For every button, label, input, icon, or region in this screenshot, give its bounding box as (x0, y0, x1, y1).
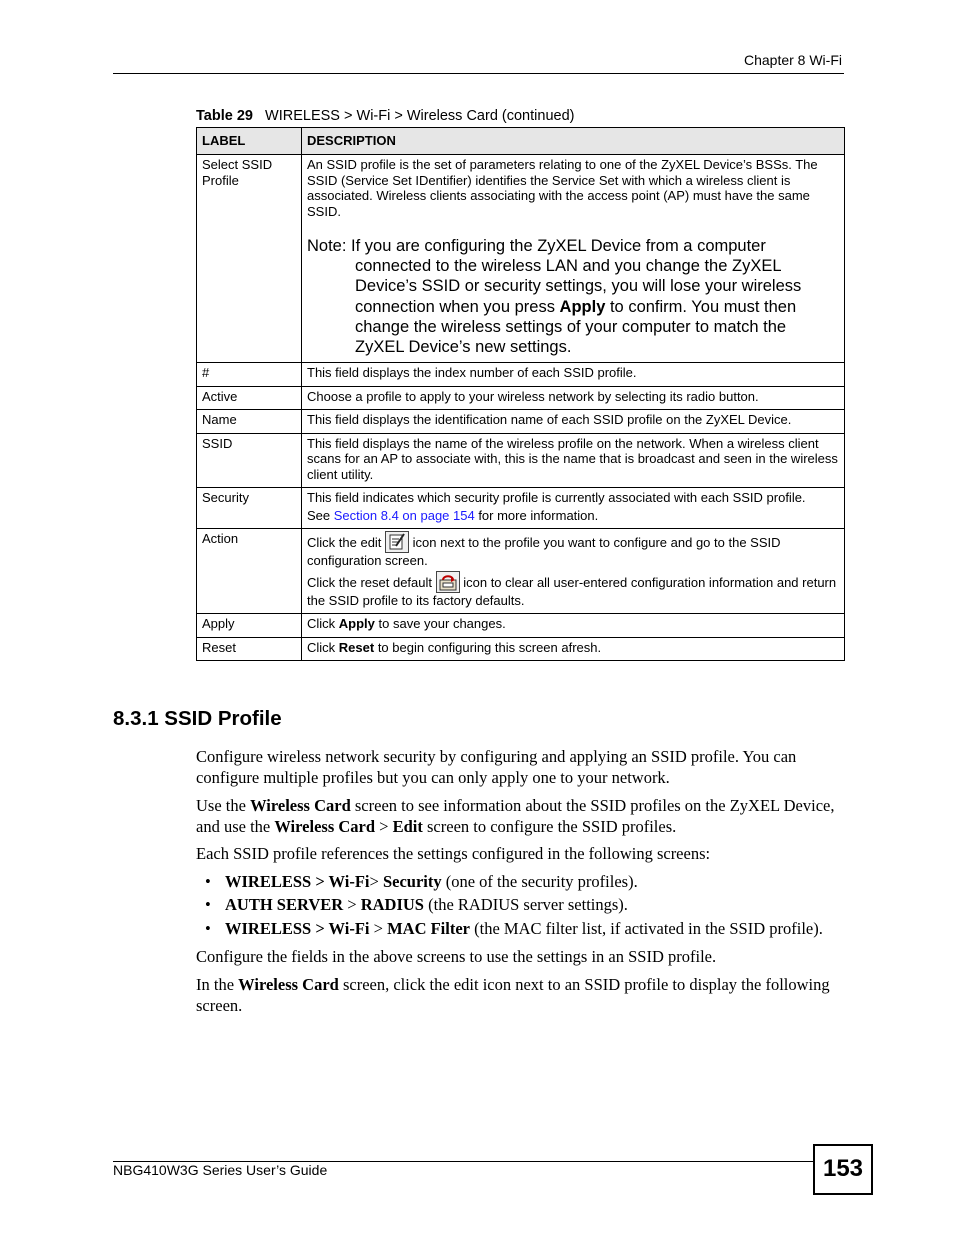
row-description (302, 614, 845, 638)
table-row (197, 488, 845, 529)
bullet-bold-screen: RADIUS (360, 895, 424, 914)
p2-bold-wireless-card-2: Wireless Card (274, 816, 376, 836)
row-description (302, 155, 845, 363)
note-apply-emphasis: Apply (559, 297, 606, 316)
edit-icon (385, 531, 409, 553)
see-reference (307, 508, 839, 524)
row-description: This field displays the name of the wireless profile on the network. When a wireless client scans for an AP to associate with, this is the name that is broadcast and seen in the wireless client utility. (302, 433, 845, 488)
reset-row-suffix: to begin configuring this screen afresh. (374, 639, 602, 655)
paragraph-edit-instruction (196, 975, 844, 1016)
bullet-dot: • (205, 919, 211, 938)
bullet-bold-path: AUTH SERVER (225, 895, 344, 914)
bullet-text: (the MAC filter list, if activated in the SSID profile). (470, 919, 823, 938)
row-description: Choose a profile to apply to your wireless network by selecting its radio button. (302, 386, 845, 410)
note (307, 236, 839, 357)
section-heading: 8.3.1 SSID Profile (113, 707, 282, 730)
p2-bold-edit: Edit (392, 816, 423, 836)
row-description-text: This field indicates which security profile is currently associated with each SSID profile. (307, 490, 806, 506)
p2-text-a: Use the (196, 796, 251, 815)
row-description (302, 529, 845, 614)
bullet-text: (the RADIUS server settings). (423, 895, 628, 914)
row-description (302, 488, 845, 529)
bullet-dot: • (205, 895, 211, 914)
row-label: SSID (197, 433, 302, 488)
table-row (197, 637, 845, 661)
reset-row-prefix: Click (307, 639, 339, 655)
bullet-separator: > (369, 872, 383, 891)
bullet-separator: > (369, 919, 388, 938)
table-header-row (197, 128, 845, 155)
paragraph-configure-fields: Configure the fields in the above screens to use the settings in an SSID profile. (196, 947, 717, 966)
bullet-bold-screen: Security (382, 872, 442, 891)
p5-text-a: In the (196, 975, 239, 994)
row-label: Apply (197, 614, 302, 638)
note-text: Note: If you are configuring the ZyXEL Device from a computer connected to the wireless LAN and you change the ZyXEL Device’s SSID or security settings, you will lose your wireless connection when you press (307, 237, 802, 316)
column-header-label: LABEL (197, 128, 302, 155)
table-row (197, 386, 845, 410)
reset-emphasis: Reset (338, 639, 375, 655)
apply-prefix: Click (307, 616, 339, 632)
page-number: 153 (813, 1144, 873, 1195)
row-label: Reset (197, 637, 302, 661)
reset-suffix: icon to clear all user-entered configuration information and return the SSID profile to its factory defaults. (307, 574, 837, 608)
chapter-header: Chapter 8 Wi-Fi (743, 52, 842, 68)
see-prefix: See (307, 507, 334, 523)
row-description (302, 637, 845, 661)
row-label: Action (197, 529, 302, 614)
header-rule (113, 73, 844, 74)
row-description: This field displays the identification name of each SSID profile on the ZyXEL Device. (302, 410, 845, 434)
reset-description (307, 571, 839, 609)
table-row (197, 363, 845, 387)
row-label: Name (197, 410, 302, 434)
table-row (197, 410, 845, 434)
bullet-text: (one of the security profiles). (441, 872, 638, 891)
paragraph-wireless-card (196, 796, 844, 837)
list-item (205, 872, 638, 893)
row-label: Select SSID Profile (197, 155, 302, 363)
paragraph-references: Each SSID profile references the settings configured in the following screens: (196, 844, 711, 863)
paragraph-intro: Configure wireless network security by configuring and applying an SSID profile. You can configure multiple profiles but you can only apply one to your network. (196, 747, 797, 787)
apply-suffix: to save your changes. (374, 616, 506, 632)
row-label: # (197, 363, 302, 387)
edit-prefix: Click the edit (307, 535, 386, 551)
list-item (205, 919, 823, 940)
p5-bold-wireless-card: Wireless Card (238, 975, 339, 994)
wireless-card-table (196, 127, 845, 661)
bullet-bold-path: WIRELESS > Wi-Fi (225, 919, 370, 938)
section-link[interactable]: Section 8.4 on page 154 (333, 507, 475, 523)
p2-bold-wireless-card: Wireless Card (250, 796, 351, 815)
column-header-description: DESCRIPTION (302, 128, 845, 155)
apply-emphasis: Apply (338, 616, 375, 632)
bullet-separator: > (343, 895, 361, 914)
row-description-text: An SSID profile is the set of parameters relating to one of the ZyXEL Device’s BSSs. The SSID (Service Set IDentifier) identifies the Service Set with which a wireless client is associated. Wireless clients associating with the access point (AP) must have the same SSID. (307, 157, 818, 219)
table-row (197, 614, 845, 638)
p2-text-c: screen to see information about the SSID profiles on the ZyXEL Device, and use the (196, 796, 835, 836)
footer-guide-title: NBG410W3G Series User’s Guide (113, 1162, 328, 1178)
note-text-end: to confirm. You must then change the wireless settings of your computer to match the ZyXEL Device’s new settings. (355, 297, 797, 357)
bullet-dot: • (205, 872, 211, 891)
table-row (197, 529, 845, 614)
row-label: Security (197, 488, 302, 529)
row-label: Active (197, 386, 302, 410)
row-description: This field displays the index number of each SSID profile. (302, 363, 845, 387)
p2-text-d: > (375, 816, 393, 836)
table-row (197, 433, 845, 488)
p5-text-c: screen, click the edit icon next to an SSID profile to display the following screen. (196, 975, 830, 1015)
reset-default-icon (436, 571, 460, 593)
edit-description (307, 531, 839, 569)
table-caption (196, 108, 574, 124)
table-caption-text: WIRELESS > Wi-Fi > Wireless Card (continued) (265, 108, 575, 124)
reset-prefix: Click the reset default (307, 574, 436, 590)
bullet-bold-path: WIRELESS > Wi-Fi (225, 872, 370, 891)
table-caption-label: Table 29 (196, 108, 253, 124)
bullet-bold-screen: MAC Filter (387, 919, 470, 938)
see-suffix: for more information. (474, 507, 599, 523)
p2-text-e: screen to configure the SSID profiles. (422, 816, 677, 836)
list-item (205, 895, 628, 916)
edit-suffix: icon next to the profile you want to configure and go to the SSID configuration screen. (307, 535, 781, 569)
table-row (197, 155, 845, 363)
